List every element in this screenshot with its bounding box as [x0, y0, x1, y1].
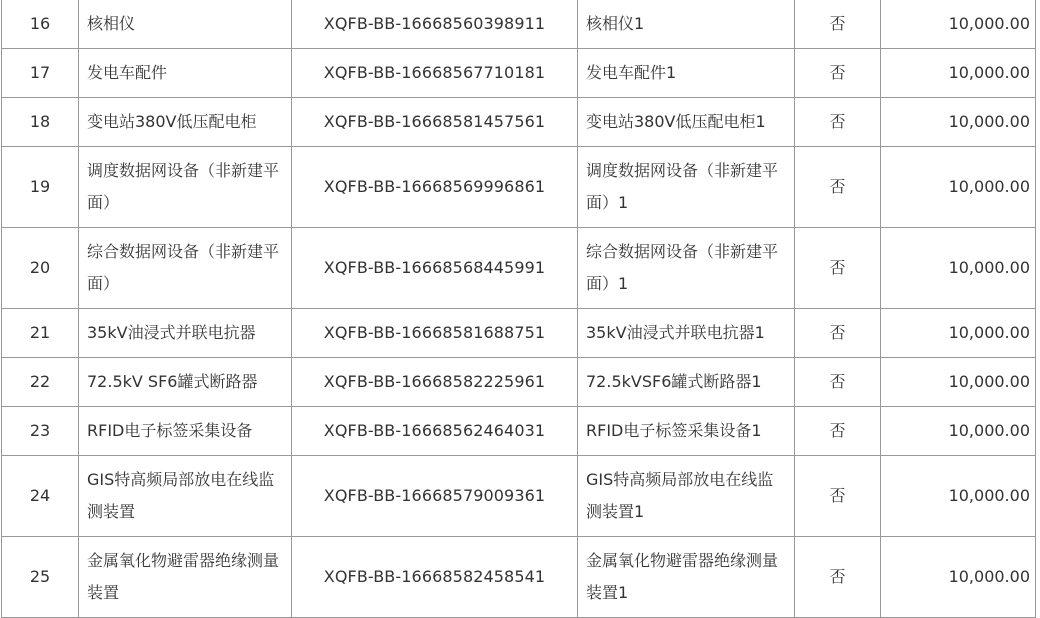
row-index-cell: 23	[2, 407, 79, 456]
equipment-alias-cell: RFID电子标签采集设备1	[578, 407, 795, 456]
table-row	[2, 49, 1036, 98]
flag-cell: 否	[795, 0, 881, 49]
amount-cell: 10,000.00	[881, 49, 1036, 98]
flag-cell: 否	[795, 228, 881, 309]
amount-cell: 10,000.00	[881, 456, 1036, 537]
equipment-code-cell: XQFB-BB-16668579009361	[292, 456, 578, 537]
amount-cell: 10,000.00	[881, 537, 1036, 618]
equipment-name-cell: RFID电子标签采集设备	[79, 407, 292, 456]
equipment-code-cell: XQFB-BB-16668562464031	[292, 407, 578, 456]
equipment-alias-cell: 调度数据网设备（非新建平面）1	[578, 147, 795, 228]
amount-cell: 10,000.00	[881, 407, 1036, 456]
table-row	[2, 407, 1036, 456]
equipment-name-cell: 调度数据网设备（非新建平面）	[79, 147, 292, 228]
table-row	[2, 456, 1036, 537]
table-row	[2, 147, 1036, 228]
flag-cell: 否	[795, 456, 881, 537]
equipment-code-cell: XQFB-BB-16668560398911	[292, 0, 578, 49]
amount-cell: 10,000.00	[881, 0, 1036, 49]
table-row	[2, 309, 1036, 358]
row-index-cell: 18	[2, 98, 79, 147]
equipment-name-cell: 72.5kV SF6罐式断路器	[79, 358, 292, 407]
row-index-cell: 24	[2, 456, 79, 537]
row-index-cell: 25	[2, 537, 79, 618]
equipment-table	[1, 0, 1036, 618]
flag-cell: 否	[795, 407, 881, 456]
equipment-alias-cell: 变电站380V低压配电柜1	[578, 98, 795, 147]
equipment-code-cell: XQFB-BB-16668582458541	[292, 537, 578, 618]
row-index-cell: 20	[2, 228, 79, 309]
equipment-alias-cell: 发电车配件1	[578, 49, 795, 98]
flag-cell: 否	[795, 49, 881, 98]
equipment-code-cell: XQFB-BB-16668569996861	[292, 147, 578, 228]
equipment-code-cell: XQFB-BB-16668568445991	[292, 228, 578, 309]
equipment-alias-cell: 核相仪1	[578, 0, 795, 49]
amount-cell: 10,000.00	[881, 358, 1036, 407]
row-index-cell: 21	[2, 309, 79, 358]
equipment-alias-cell: 金属氧化物避雷器绝缘测量装置1	[578, 537, 795, 618]
amount-cell: 10,000.00	[881, 147, 1036, 228]
table-row	[2, 0, 1036, 49]
table-row	[2, 98, 1036, 147]
table-row	[2, 228, 1036, 309]
amount-cell: 10,000.00	[881, 98, 1036, 147]
equipment-code-cell: XQFB-BB-16668581457561	[292, 98, 578, 147]
equipment-alias-cell: 72.5kVSF6罐式断路器1	[578, 358, 795, 407]
equipment-alias-cell: 35kV油浸式并联电抗器1	[578, 309, 795, 358]
equipment-alias-cell: 综合数据网设备（非新建平面）1	[578, 228, 795, 309]
amount-cell: 10,000.00	[881, 309, 1036, 358]
equipment-name-cell: 核相仪	[79, 0, 292, 49]
equipment-name-cell: GIS特高频局部放电在线监测装置	[79, 456, 292, 537]
flag-cell: 否	[795, 537, 881, 618]
flag-cell: 否	[795, 98, 881, 147]
equipment-name-cell: 发电车配件	[79, 49, 292, 98]
flag-cell: 否	[795, 309, 881, 358]
row-index-cell: 16	[2, 0, 79, 49]
table-row	[2, 537, 1036, 618]
equipment-name-cell: 35kV油浸式并联电抗器	[79, 309, 292, 358]
table-row	[2, 358, 1036, 407]
equipment-code-cell: XQFB-BB-16668581688751	[292, 309, 578, 358]
row-index-cell: 22	[2, 358, 79, 407]
equipment-code-cell: XQFB-BB-16668567710181	[292, 49, 578, 98]
flag-cell: 否	[795, 358, 881, 407]
equipment-code-cell: XQFB-BB-16668582225961	[292, 358, 578, 407]
equipment-alias-cell: GIS特高频局部放电在线监测装置1	[578, 456, 795, 537]
equipment-name-cell: 综合数据网设备（非新建平面）	[79, 228, 292, 309]
row-index-cell: 17	[2, 49, 79, 98]
flag-cell: 否	[795, 147, 881, 228]
equipment-name-cell: 金属氧化物避雷器绝缘测量装置	[79, 537, 292, 618]
equipment-name-cell: 变电站380V低压配电柜	[79, 98, 292, 147]
row-index-cell: 19	[2, 147, 79, 228]
amount-cell: 10,000.00	[881, 228, 1036, 309]
